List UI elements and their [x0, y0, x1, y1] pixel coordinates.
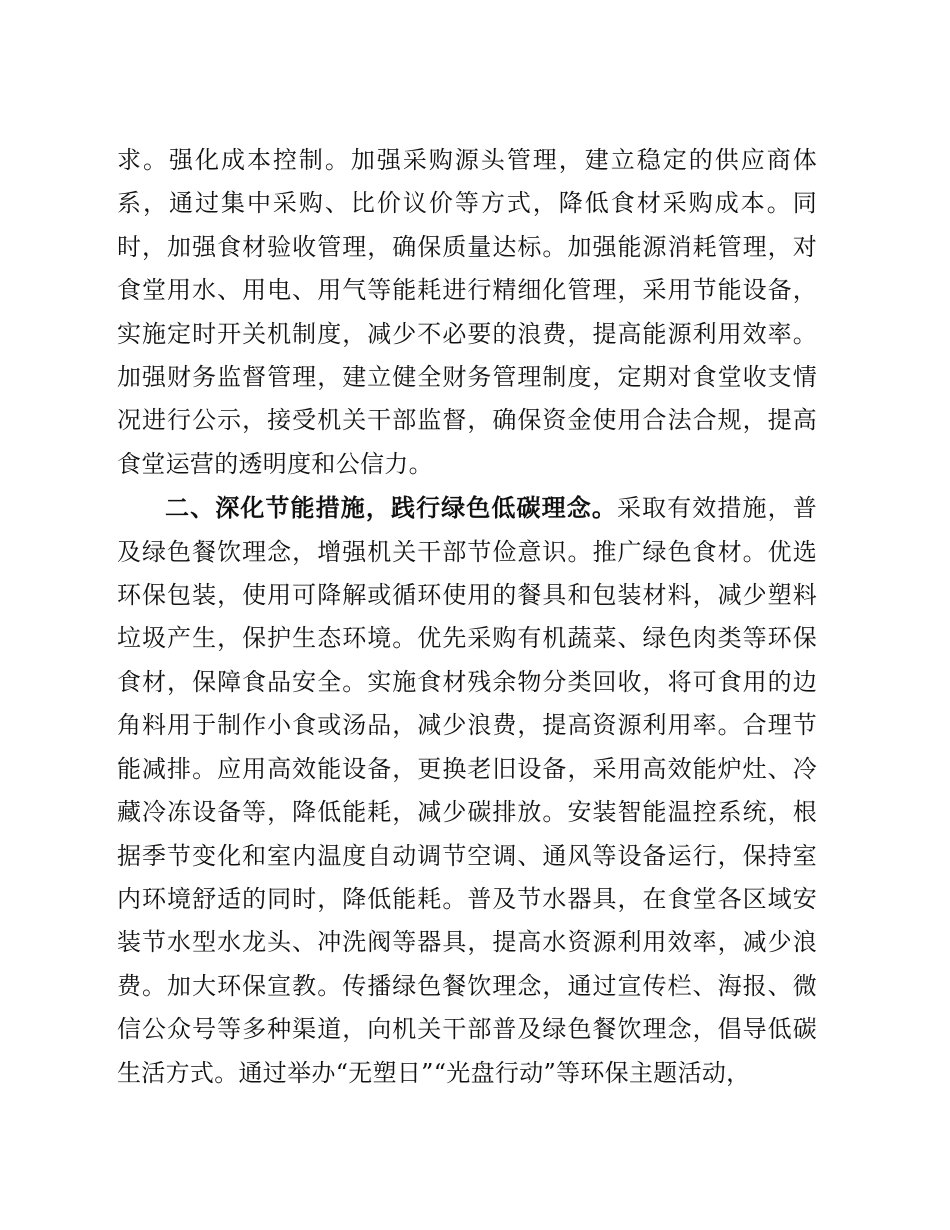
paragraph-text: 采取有效措施，普及绿色餐饮理念，增强机关干部节俭意识。推广绿色食材。优选环保包装，使用可降解或循环使用的餐具和包装材料，减少塑料垃圾产生，保护生态环境。优先采购有机蔬菜、绿色肉类等环保食材，保障食品安全。实施食材残余物分类回收，将可食用的边角料用于制作小食或汤品，减少浪费，提高资源利用率。合理节能减排。应用高效能设备，更换老旧设备，采用高效能炉灶、冷藏冷冻设备等，降低能耗，减少碳排放。安装智能温控系统，根据季节变化和室内温度自动调节空调、通风等设备运行，保持室内环境舒适的同时，降低能耗。普及节水器具，在食堂各区域安装节水型水龙头、冲洗阀等器具，提高水资源利用效率，减少浪费。加大环保宣教。传播绿色餐饮理念，通过宣传栏、海报、微信公众号等多种渠道，向机关干部普及绿色餐饮理念，倡导低碳生活方式。通过举办“无塑日”“光盘行动”等环保主题活动，	[117, 494, 817, 1087]
paragraph-text: 求。强化成本控制。加强采购源头管理，建立稳定的供应商体系，通过集中采购、比价议价等方式，降低食材采购成本。同时，加强食材验收管理，确保质量达标。加强能源消耗管理，对食堂用水、用电、用气等能耗进行精细化管理，采用节能设备，实施定时开关机制度，减少不必要的浪费，提高能源利用效率。加强财务监督管理，建立健全财务管理制度，定期对食堂收支情况进行公示，接受机关干部监督，确保资金使用合法合规，提高食堂运营的透明度和公信力。	[117, 146, 817, 478]
paragraph-cost-control	[117, 139, 817, 486]
paragraph-energy-saving	[117, 486, 817, 1095]
body-text	[117, 139, 817, 1095]
section-heading: 二、深化节能措施，践行绿色低碳理念。	[165, 493, 617, 523]
